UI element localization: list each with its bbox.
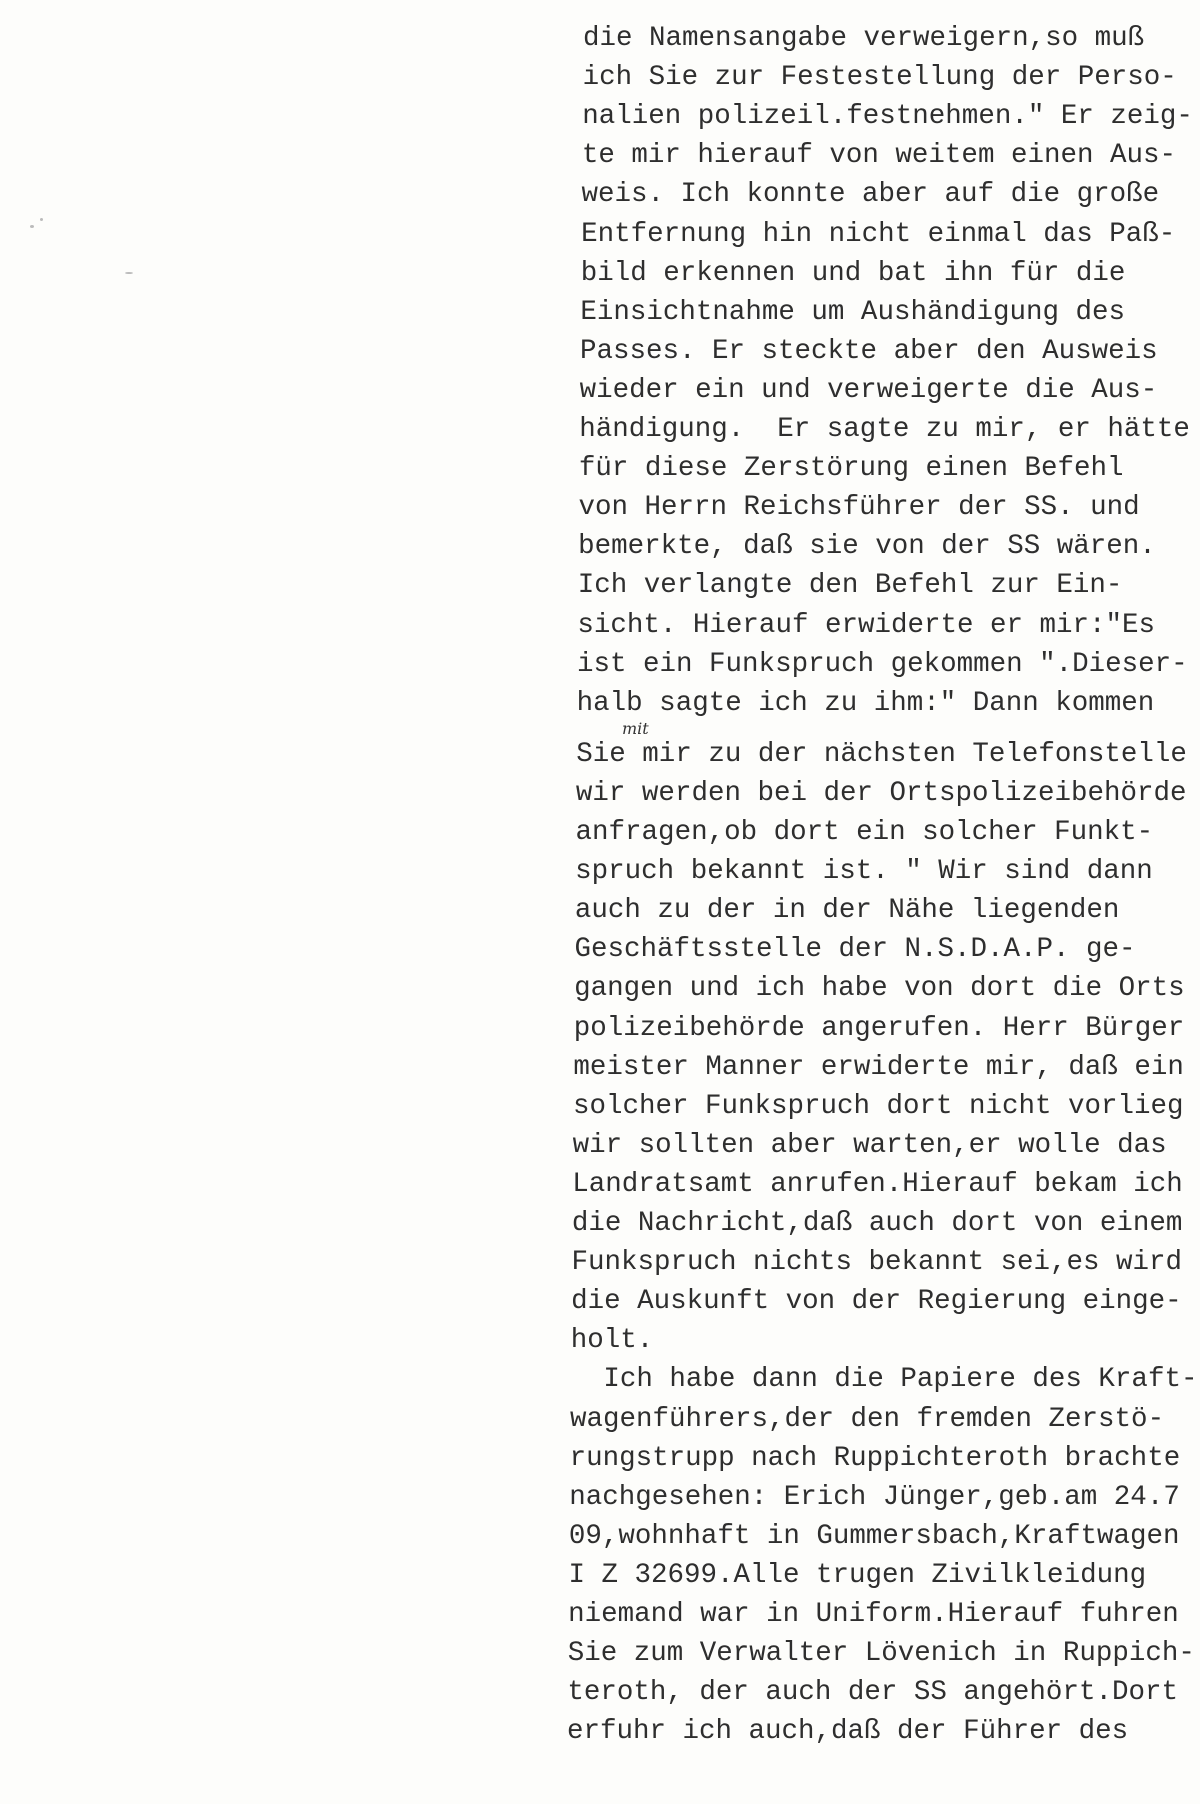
scan-speck xyxy=(40,218,43,221)
scan-speck xyxy=(30,225,34,228)
text-line: Ich habe dann die Papiere des Kraft- xyxy=(570,1364,1198,1396)
text-line: I Z 32699.Alle trugen Zivilkleidung xyxy=(568,1559,1147,1591)
text-line: Entfernung hin nicht einmal das Paß- xyxy=(581,218,1176,250)
text-line: nachgesehen: Erich Jünger,geb.am 24.7 xyxy=(569,1481,1180,1513)
text-line: Landratsamt anrufen.Hierauf bekam ich xyxy=(572,1168,1183,1200)
text-line: Einsichtnahme um Aushändigung des xyxy=(580,296,1125,328)
text-line: 09,wohnhaft in Gummersbach,Kraftwagen xyxy=(568,1520,1180,1552)
text-line: Passes. Er steckte aber den Ausweis xyxy=(580,335,1158,367)
text-line: polizeibehörde angerufen. Herr Bürger xyxy=(573,1012,1185,1044)
text-line: wieder ein und verweigerte die Aus- xyxy=(579,374,1158,406)
text-line: nalien polizeil.festnehmen." Er zeig- xyxy=(582,101,1193,133)
text-line: wir werden bei der Ortspolizeibehörde xyxy=(575,777,1187,809)
text-line: Sie mir zu der nächsten Telefonstelle xyxy=(576,738,1187,770)
text-line: teroth, der auch der SS angehört.Dort xyxy=(567,1677,1178,1709)
text-line: Geschäftsstelle der N.S.D.A.P. ge- xyxy=(574,934,1136,966)
text-line: auch zu der in der Nähe liegenden xyxy=(574,895,1120,927)
text-line: wir sollten aber warten,er wolle das xyxy=(572,1129,1167,1161)
text-line: ist ein Funkspruch gekommen ".Dieser- xyxy=(577,648,1188,680)
text-line: meister Manner erwiderte mir, daß ein xyxy=(573,1051,1184,1083)
text-line: Sie zum Verwalter Lövenich in Ruppich- xyxy=(567,1638,1195,1670)
text-line: holt. xyxy=(570,1325,654,1357)
text-line: niemand war in Uniform.Hierauf fuhren xyxy=(568,1599,1179,1630)
text-line: wagenführers,der den fremden Zerstö- xyxy=(569,1403,1165,1435)
handwritten-insertion: mit xyxy=(622,719,649,738)
text-line: spruch bekannt ist. " Wir sind dann xyxy=(575,856,1153,888)
text-line: sicht. Hierauf erwiderte er mir:"Es xyxy=(577,609,1156,641)
text-line: erfuhr ich auch,daß der Führer des xyxy=(567,1716,1129,1748)
text-line: weis. Ich konnte aber auf die große xyxy=(581,179,1160,211)
text-line: von Herrn Reichsführer der SS. und xyxy=(578,492,1140,524)
text-line: halb sagte ich zu ihm:" Dann kommen xyxy=(576,687,1155,719)
text-line: für diese Zerstörung einen Befehl xyxy=(578,453,1124,485)
text-line: Ich verlangte den Befehl zur Ein- xyxy=(577,570,1123,602)
scan-speck xyxy=(125,272,133,274)
text-line: die Nachricht,daß auch dort von einem xyxy=(571,1208,1183,1239)
text-line: anfragen,ob dort ein solcher Funkt- xyxy=(575,817,1154,848)
text-line: Funkspruch nichts bekannt sei,es wird xyxy=(571,1247,1183,1279)
text-line: die Namensangabe verweigern,so muß xyxy=(583,23,1145,54)
text-line: händigung. Er sagte zu mir, er hätte xyxy=(579,414,1190,445)
text-line: solcher Funkspruch dort nicht vorlieg xyxy=(572,1090,1184,1122)
text-line: die Auskunft von der Regierung einge- xyxy=(571,1286,1182,1318)
text-line: bemerkte, daß sie von der SS wären. xyxy=(578,531,1156,563)
text-line: rungstrupp nach Ruppichteroth brachte xyxy=(569,1442,1181,1474)
text-line: te mir hierauf von weitem einen Aus- xyxy=(581,140,1176,172)
text-line: ich Sie zur Festestellung der Perso- xyxy=(582,62,1177,94)
text-line: gangen und ich habe von dort die Orts xyxy=(574,973,1185,1005)
text-line: bild erkennen und bat ihn für die xyxy=(580,257,1126,289)
